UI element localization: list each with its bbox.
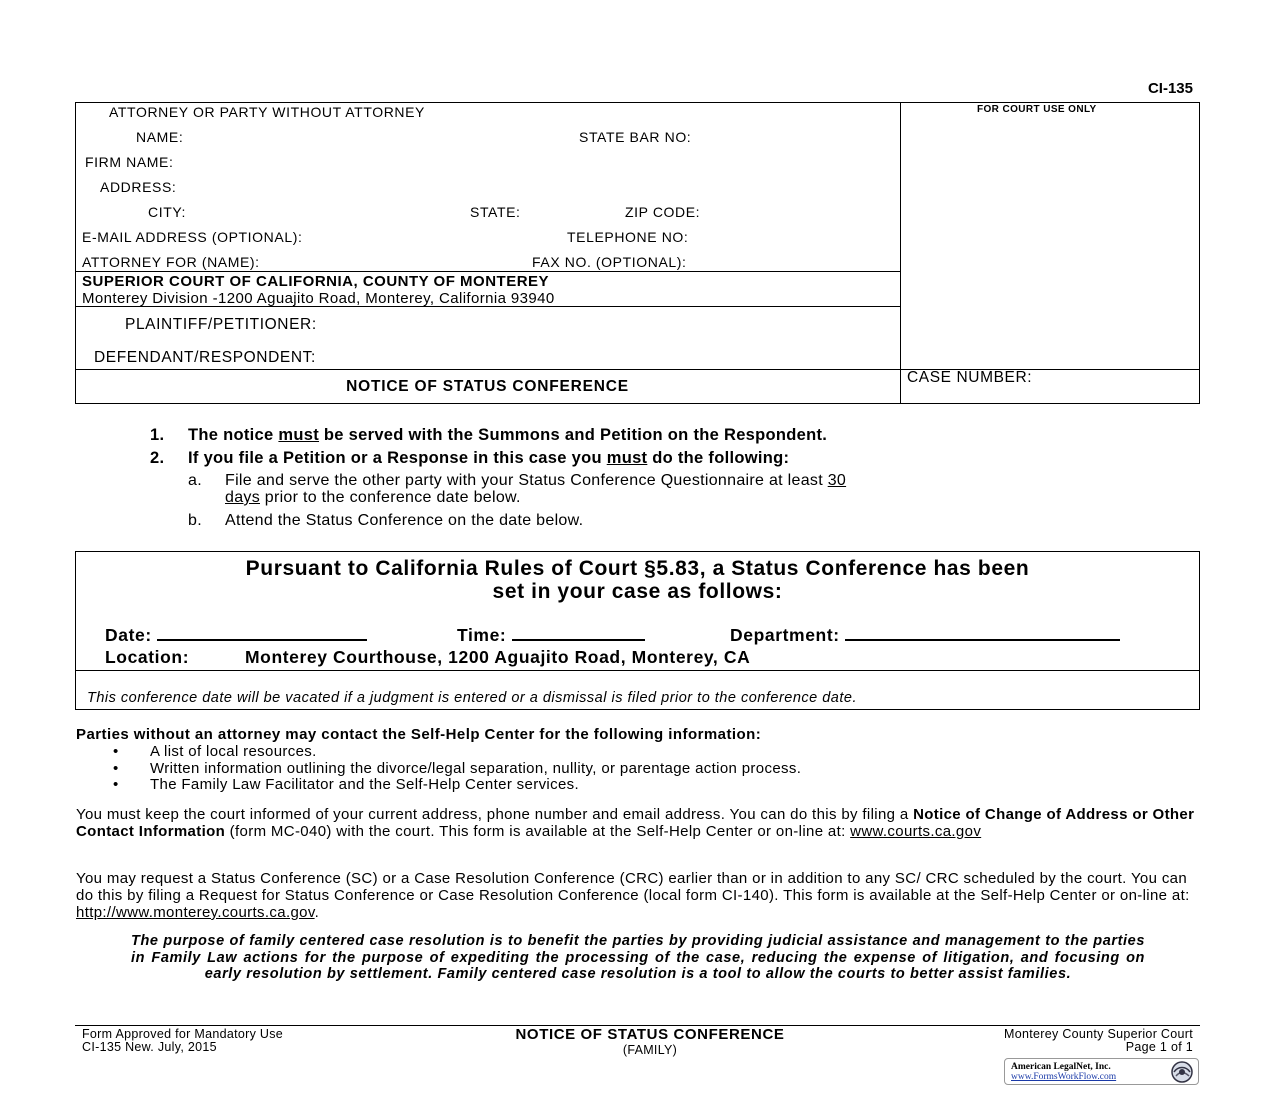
email-field[interactable]: E-MAIL ADDRESS (OPTIONAL): [82, 229, 303, 245]
footer-form-id: CI-135 New. July, 2015 [82, 1040, 217, 1054]
case-number-field[interactable]: CASE NUMBER: [907, 369, 1033, 386]
instruction-1-number: 1. [150, 426, 165, 444]
contact-info-paragraph: You must keep the court informed of your current address, phone number and email address. You can do this by filing a Notice of Change of Address or Other Contact Information (form MC-040) with the court. This form is available at the Self-Help Center or on-line at: www.courts.ca.gov [76, 806, 1195, 840]
instruction-2b: Attend the Status Conference on the date below. [225, 512, 584, 529]
globe-icon [1170, 1060, 1194, 1084]
name-field[interactable]: NAME: [136, 129, 184, 145]
court-name: SUPERIOR COURT OF CALIFORNIA, COUNTY OF MONTEREY [82, 273, 550, 290]
date-blank[interactable] [157, 623, 367, 641]
form-title: NOTICE OF STATUS CONFERENCE [346, 378, 629, 395]
instruction-2a-line1: File and serve the other party with your Status Conference Questionnaire at least 30 [225, 472, 847, 489]
purpose-statement: The purpose of family centered case resolution is to benefit the parties by providing judicial assistance and management to the parties in Family Law actions for the purpose of expediting the processing of the case, reducing the expense of litigation, and focusing on early resolution by settlement. Family centered case resolution is a tool to allow the courts to better assist families. [131, 933, 1145, 982]
footer-title: NOTICE OF STATUS CONFERENCE [515, 1026, 785, 1043]
court-use-only-label: FOR COURT USE ONLY [977, 104, 1097, 115]
location-value: Monterey Courthouse, 1200 Aguajito Road, Monterey, CA [245, 647, 751, 667]
monterey-courts-link[interactable]: http://www.monterey.courts.ca.gov [76, 904, 315, 921]
footer-approved: Form Approved for Mandatory Use [82, 1027, 284, 1041]
state-field[interactable]: STATE: [470, 204, 521, 220]
attorney-for-field[interactable]: ATTORNEY FOR (NAME): [82, 254, 260, 270]
court-address: Monterey Division -1200 Aguajito Road, Monterey, California 93940 [82, 290, 555, 307]
footer-page: Page 1 of 1 [1125, 1040, 1193, 1054]
instruction-2a-label: a. [188, 472, 202, 489]
time-field[interactable]: Time: [457, 623, 645, 646]
instruction-1: The notice must be served with the Summons and Petition on the Respondent. [188, 426, 828, 444]
conference-heading-line1: Pursuant to California Rules of Court §5.83, a Status Conference has been [245, 557, 1030, 580]
footer-court: Monterey County Superior Court [1004, 1027, 1193, 1041]
courts-ca-gov-link[interactable]: www.courts.ca.gov [850, 823, 982, 840]
firm-name-field[interactable]: FIRM NAME: [85, 154, 174, 170]
attorney-heading: ATTORNEY OR PARTY WITHOUT ATTORNEY [109, 104, 425, 120]
plaintiff-field[interactable]: PLAINTIFF/PETITIONER: [125, 316, 317, 333]
footer-subtitle: (FAMILY) [622, 1043, 678, 1057]
date-field[interactable]: Date: [105, 623, 367, 646]
self-help-item: The Family Law Facilitator and the Self-Help Center services. [150, 776, 580, 793]
badge-url[interactable]: www.FormsWorkFlow.com [1011, 1072, 1117, 1082]
bullet-icon: • [113, 760, 119, 777]
instruction-2b-label: b. [188, 512, 202, 529]
self-help-item: A list of local resources. [150, 743, 317, 760]
instruction-2: If you file a Petition or a Response in this case you must do the following: [188, 449, 790, 467]
instruction-2a-line2: days prior to the conference date below. [225, 489, 521, 506]
department-field[interactable]: Department: [730, 623, 1120, 646]
bullet-icon: • [113, 743, 119, 760]
department-blank[interactable] [845, 623, 1120, 641]
time-blank[interactable] [512, 623, 645, 641]
fax-field[interactable]: FAX NO. (OPTIONAL): [532, 254, 687, 270]
conference-heading-line2: set in your case as follows: [492, 580, 783, 603]
bullet-icon: • [113, 776, 119, 793]
self-help-item: Written information outlining the divorce/legal separation, nullity, or parentage action process. [150, 760, 802, 777]
legalnet-badge[interactable] [1004, 1058, 1199, 1085]
caption-divider [900, 102, 901, 404]
city-field[interactable]: CITY: [148, 204, 187, 220]
defendant-field[interactable]: DEFENDANT/RESPONDENT: [94, 349, 316, 366]
location-label: Location: [105, 647, 190, 667]
vacate-note: This conference date will be vacated if a judgment is entered or a dismissal is filed prior to the conference date. [87, 690, 857, 706]
state-bar-field[interactable]: STATE BAR NO: [579, 129, 692, 145]
self-help-heading: Parties without an attorney may contact the Self-Help Center for the following information: [76, 726, 762, 743]
form-number: CI-135 [1147, 80, 1193, 97]
request-conference-paragraph: You may request a Status Conference (SC) or a Case Resolution Conference (CRC) earlier than or in addition to any SC/ CRC scheduled by the court. You can do this by filing a Request for Status Conference or Case Resolution Conference (local form CI-140). This form is available at the Self-Help Center or on-line at: http://www.monterey.courts.ca.gov. [76, 870, 1190, 921]
instruction-2-number: 2. [150, 449, 165, 467]
badge-company: American LegalNet, Inc. [1011, 1062, 1111, 1072]
zip-code-field[interactable]: ZIP CODE: [625, 204, 701, 220]
telephone-field[interactable]: TELEPHONE NO: [567, 229, 689, 245]
address-field[interactable]: ADDRESS: [100, 179, 177, 195]
